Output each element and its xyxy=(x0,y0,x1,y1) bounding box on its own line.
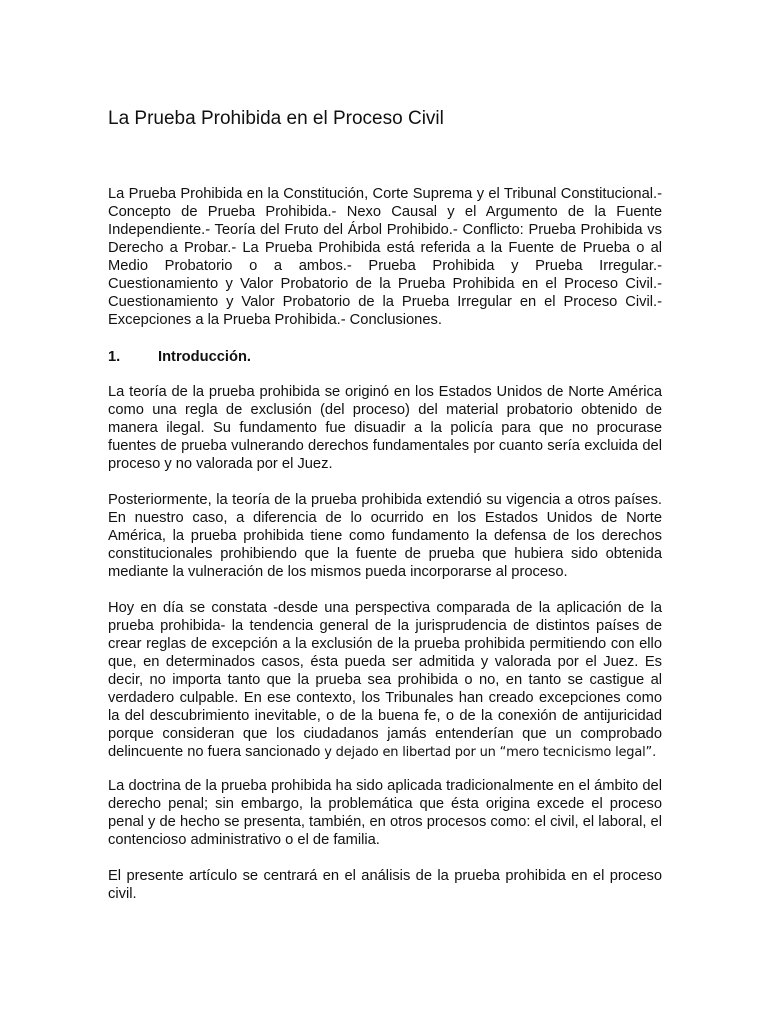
body-paragraph-1: La teoría de la prueba prohibida se originó en los Estados Unidos de Norte América como una regla de exclusión (del proceso) del material probatorio obtenido de manera ilegal. Su fundamento fue disuadir a la policía para que no procurase fuentes de prueba vulnerando derechos fundamentales por cuanto sería excluida del proceso y no valorada por el Juez. xyxy=(108,384,662,472)
body-paragraph-3 xyxy=(108,599,662,762)
body-paragraph-2: Posteriormente, la teoría de la prueba prohibida extendió su vigencia a otros países. En nuestro caso, a diferencia de lo ocurrido en los Estados Unidos de Norte América, la prueba prohibida tiene como fundamento la defensa de los derechos constitucionales prohibiendo que la fuente de prueba que hubiera sido obtenida mediante la vulneración de los mismos pueda incorporarse al proceso. xyxy=(108,492,662,580)
abstract-paragraph: La Prueba Prohibida en la Constitución, Corte Suprema y el Tribunal Constitucional.- Concepto de Prueba Prohibida.- Nexo Causal y el Argumento de la Fuente Independiente.- Teoría del Fruto del Árbol Prohibido.- Conflicto: Prueba Prohibida vs Derecho a Probar.- La Prueba Prohibida está referida a la Fuente de Prueba o al Medio Probatorio o a ambos.- Prueba Prohibida y Prueba Irregular.- Cuestionamiento y Valor Probatorio de la Prueba Prohibida en el Proceso Civil.- Cuestionamiento y Valor Probatorio de la Prueba Irregular en el Proceso Civil.- Excepciones a la Prueba Prohibida.- Conclusiones. xyxy=(108,186,662,328)
section-heading xyxy=(108,348,251,366)
body-paragraph-3-tail: y dejado en libertad por un “mero tecnicismo legal”. xyxy=(320,745,657,760)
body-paragraph-3-main: Hoy en día se constata -desde una perspectiva comparada de la aplicación de la prueba prohibida- la tendencia general de la jurisprudencia de distintos países de crear reglas de excepción a la exclusión de la prueba prohibida permitiendo con ello que, en determinados casos, ésta pueda ser admitida y valorada por el Juez. Es decir, no importa tanto que la prueba sea prohibida o no, en tanto se castigue al verdadero culpable. En ese contexto, los Tribunales han creado excepciones como la del descubrimiento inevitable, o de la buena fe, o de la conexión de antijuricidad porque consideran que los ciudadanos jamás entenderían que un comprobado delincuente no fuera sancionado xyxy=(108,600,662,760)
document-title: La Prueba Prohibida en el Proceso Civil xyxy=(108,108,444,129)
body-paragraph-4: La doctrina de la prueba prohibida ha sido aplicada tradicionalmente en el ámbito del derecho penal; sin embargo, la problemática que ésta origina excede el proceso penal y de hecho se presenta, también, en otros procesos como: el civil, el laboral, el contencioso administrativo o el de familia. xyxy=(108,778,662,848)
section-title: Introducción. xyxy=(158,349,252,365)
body-paragraph-5: El presente artículo se centrará en el análisis de la prueba prohibida en el proceso civil. xyxy=(108,868,662,902)
section-number: 1. xyxy=(108,349,121,365)
